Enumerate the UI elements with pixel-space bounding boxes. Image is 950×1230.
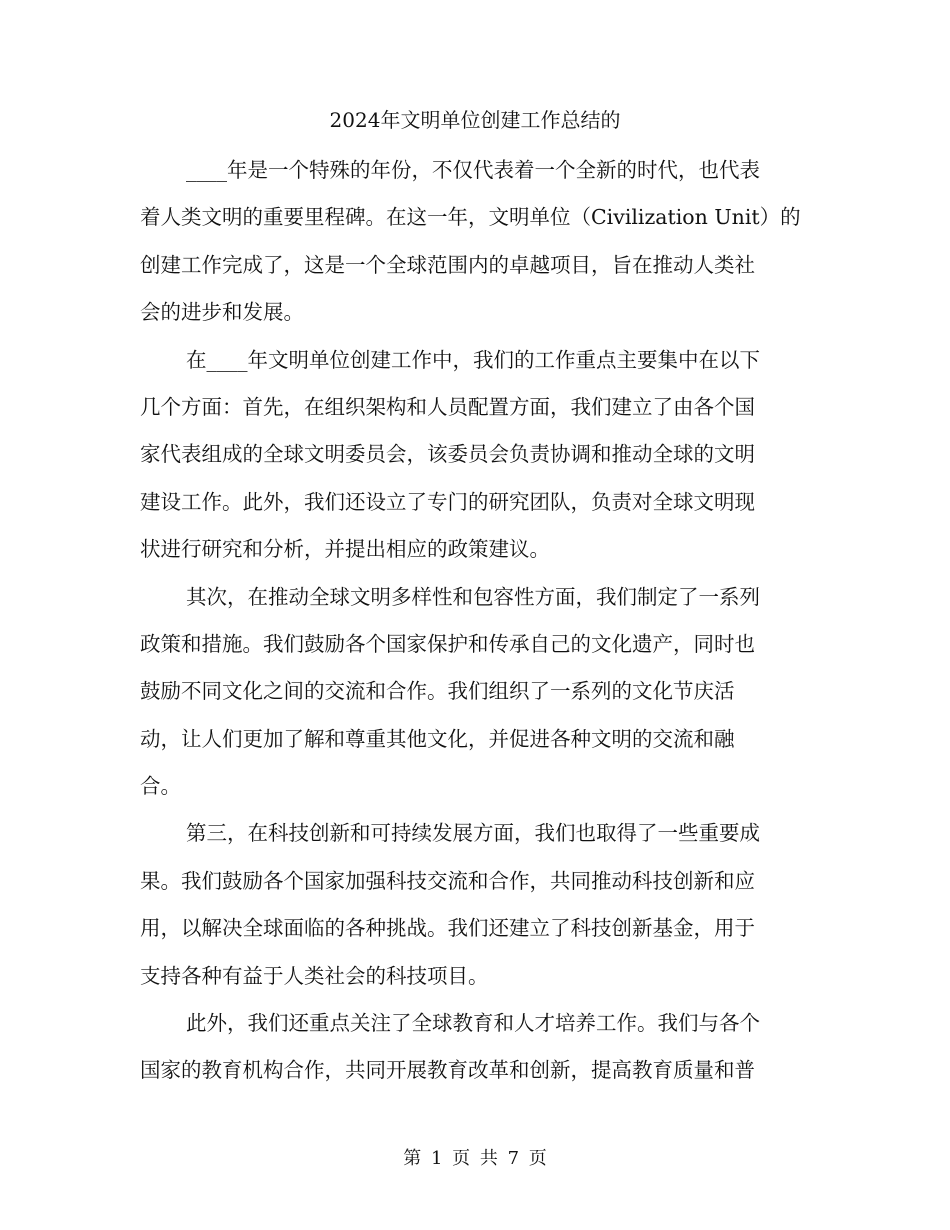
paragraph-line: 此外，我们还重点关注了全球教育和人才培养工作。我们与各个 xyxy=(186,1011,760,1036)
paragraph-line: 政策和措施。我们鼓励各个国家保护和传承自己的文化遗产，同时也 xyxy=(140,631,755,656)
paragraph-line: 在____年文明单位创建工作中，我们的工作重点主要集中在以下 xyxy=(186,347,760,372)
paragraph-line: 果。我们鼓励各个国家加强科技交流和合作，共同推动科技创新和应 xyxy=(140,868,755,893)
document-title: 2024年文明单位创建工作总结的 xyxy=(329,108,621,132)
paragraph-line: ____年是一个特殊的年份，不仅代表着一个全新的时代，也代表 xyxy=(186,158,760,182)
paragraph-line: 创建工作完成了，这是一个全球范围内的卓越项目，旨在推动人类社 xyxy=(140,252,755,277)
paragraph-line: 动，让人们更加了解和尊重其他文化，并促进各种文明的交流和融 xyxy=(140,726,735,751)
paragraph-line: 家代表组成的全球文明委员会，该委员会负责协调和推动全球的文明 xyxy=(140,442,755,467)
paragraph-line: 几个方面：首先，在组织架构和人员配置方面，我们建立了由各个国 xyxy=(140,394,755,419)
paragraph-line: 国家的教育机构合作，共同开展教育改革和创新，提高教育质量和普 xyxy=(140,1058,755,1083)
paragraph-line: 支持各种有益于人类社会的科技项目。 xyxy=(140,963,489,988)
document-body xyxy=(140,147,805,1095)
paragraph-line: 用，以解决全球面临的各种挑战。我们还建立了科技创新基金，用于 xyxy=(140,916,755,941)
paragraph-line: 第三，在科技创新和可持续发展方面，我们也取得了一些重要成 xyxy=(186,821,760,846)
paragraph-line: 合。 xyxy=(140,774,181,799)
paragraph-line: 建设工作。此外，我们还设立了专门的研究团队，负责对全球文明现 xyxy=(140,489,755,514)
paragraph-line: 状进行研究和分析，并提出相应的政策建议。 xyxy=(140,537,550,562)
paragraph-line: 其次，在推动全球文明多样性和包容性方面，我们制定了一系列 xyxy=(186,584,760,609)
paragraph-line: 鼓励不同文化之间的交流和合作。我们组织了一系列的文化节庆活 xyxy=(140,679,735,704)
page-footer: 第 1 页 共 7 页 xyxy=(403,1148,547,1169)
paragraph-line: 会的进步和发展。 xyxy=(140,300,304,325)
paragraph-line: 着人类文明的重要里程碑。在这一年，文明单位（Civilization Unit）的 xyxy=(140,205,801,230)
